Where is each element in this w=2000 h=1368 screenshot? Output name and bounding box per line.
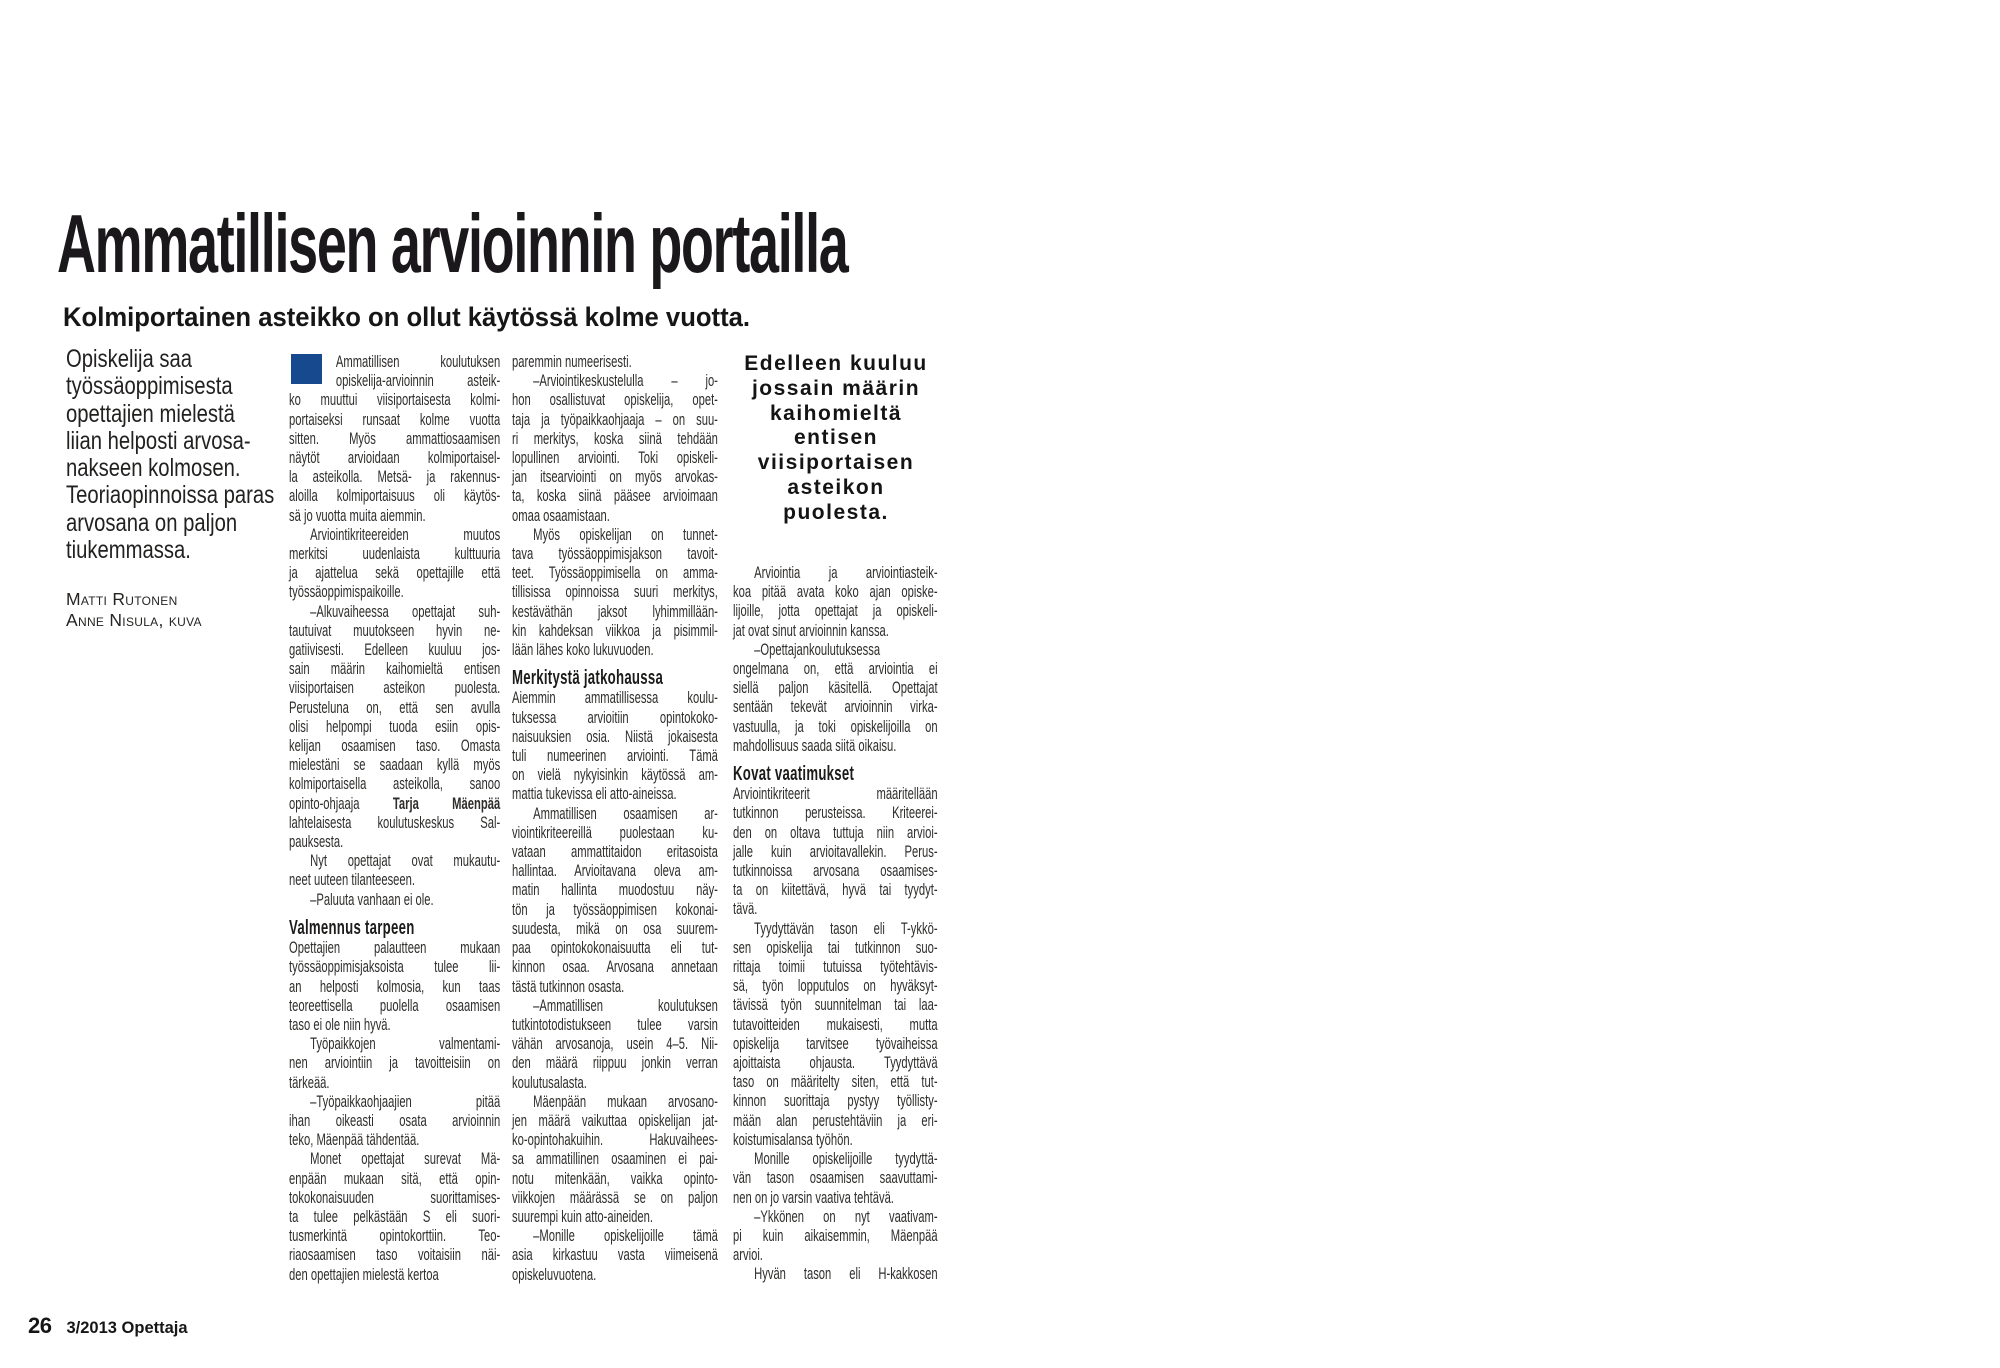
text-line: opettajien mielestä [66, 399, 235, 428]
text-line: riaosaamisen taso voitaisiin näi- [289, 1245, 501, 1265]
text-line: koulutusalasta. [512, 1072, 587, 1092]
text-line: rittaja toimii tutuissa työtehtävis- [733, 957, 938, 977]
text-line: aloilla kolmiportaisuus oli käytös- [289, 486, 501, 506]
text-line: Ammatillisen koulutuksen [335, 352, 501, 371]
text-line: Opiskelija saa [66, 345, 193, 373]
text-line: tutkinnoissa arvosana osaamises- [733, 861, 938, 881]
text-line: kinnon osaa. Arvosana annetaan [512, 957, 718, 977]
text-line: tokokonaisuuden suorittamises- [289, 1187, 501, 1207]
text-line: den määrä riippuu jonkin verran [512, 1053, 718, 1073]
text-line: ongelmana on, että arviointia ei [733, 659, 938, 679]
text-line: jan itsearviointi on myös arvokas- [512, 467, 718, 487]
text-line: tävissä työn suunnitelman tai laa- [733, 995, 938, 1015]
text-line: Monet opettajat surevat Mä- [310, 1149, 501, 1169]
text-line: pi kuin aikaisemmin, Mäenpää [733, 1225, 938, 1245]
body-column-2 [512, 352, 718, 1284]
byline-photo-credit: Anne Nisula, kuva [66, 609, 202, 630]
text-line: tästä tutkinnon osasta. [512, 976, 625, 996]
text-line: Arviointikriteereiden muutos [310, 524, 501, 544]
text-line: taso ei ole niin hyvä. [289, 1014, 391, 1034]
text-line: jat ovat sinut arvioinnin kanssa. [733, 620, 889, 640]
text-line: Monille opiskelijoille tyydyttä- [754, 1149, 938, 1169]
text-line: tava työssäoppimisjakson tavoit- [512, 544, 718, 564]
text-line: hallintaa. Arvioitavana oleva am- [512, 861, 718, 881]
text-line: asia kirkastuu vasta viimeisenä [512, 1245, 718, 1265]
text-line: jossain määrin [751, 376, 921, 400]
text-line: sen opiskelija tai tutkinnon suo- [733, 937, 938, 957]
text-line: työssäoppimispaikoille. [289, 582, 404, 602]
text-line: siellä paljon käsitellä. Opettajat [733, 678, 938, 698]
text-line: tutkinnon perusteissa. Kriteerei- [733, 803, 938, 823]
text-line: notu mitenkään, vaikka opinto- [512, 1168, 718, 1188]
text-line: koistumisalansa työhön. [733, 1129, 853, 1149]
text-line: puolesta. [783, 500, 889, 524]
text-line: mielestäni se saadaan kyllä myös [289, 755, 501, 775]
page-footer [28, 1313, 188, 1339]
text-line: tillisissa opinnoissa suuri merkitys, [512, 582, 718, 602]
text-line: an helposti kolmosia, kun taas [289, 976, 501, 996]
text-line: kestäväthän jaksot lyhimmillään- [512, 601, 718, 621]
text-line: koa pitää avata koko ajan opiske- [733, 582, 938, 602]
page-number: 26 [28, 1313, 52, 1338]
text-line: arvosana on paljon [66, 508, 238, 537]
text-line: –Alkuvaiheessa opettajat suh- [310, 601, 501, 621]
text-line: Ammatillisen osaamisen ar- [533, 803, 718, 823]
text-line: merkitsi uudenlaista kulttuuria [289, 544, 501, 564]
text-line: suurempi kuin atto-aineiden. [512, 1206, 653, 1226]
text-line: neet uuteen tilanteeseen. [289, 870, 416, 890]
text-line: portaiseksi runsaat kolme vuotta [289, 409, 501, 429]
text-line: taja ja työpaikkaohjaaja – on suu- [512, 409, 718, 429]
text-line: viisiportaisen [757, 451, 915, 475]
text-line: tiukemmassa. [66, 536, 191, 565]
text-line: Nyt opettajat ovat mukautu- [310, 851, 501, 871]
text-line: teet. Työssäoppimisella on amma- [512, 563, 718, 583]
text-line: omaa osaamistaan. [512, 505, 610, 525]
text-line: Mäenpään mukaan arvosano- [533, 1091, 718, 1111]
lead-paragraph [66, 346, 288, 564]
text-line: Myös opiskelijan on tunnet- [533, 524, 718, 544]
text-line: tävä. [733, 899, 758, 919]
text-line: viikkojen määrässä se on paljon [512, 1187, 718, 1207]
text-line: entisen [793, 426, 879, 450]
text-line: arvioi. [733, 1245, 763, 1265]
section-heading: Merkitystä jatkohaussa [512, 667, 664, 690]
article-subtitle: Kolmiportainen asteikko on ollut käytössä kolme vuotta. [63, 302, 751, 332]
text-line: jalle kuin arvioitavallekin. Perus- [733, 841, 938, 861]
text-line: ajoittaista ohjausta. Tyydyttävä [733, 1053, 938, 1073]
text-line: työssäoppimisesta [66, 372, 233, 401]
text-line: tautuivat muutokseen hyvin ne- [289, 620, 501, 640]
text-line: näytöt arvioidaan kolmiportaisel- [289, 448, 501, 468]
text-line: nakseen kolmosen. [66, 454, 241, 483]
text-line: paremmin numeerisesti. [512, 352, 632, 371]
text-line: liian helposti arvosa- [66, 426, 251, 455]
text-line: tön ja työssäoppimisen kokonai- [512, 899, 718, 919]
text-line: –Ykkönen on nyt vaativam- [754, 1206, 938, 1226]
text-line: ri merkitys, koska siinä tehdään [512, 428, 718, 448]
text-line: viointikriteereillä puolestaan ku- [512, 822, 718, 842]
body-column-3 [733, 563, 938, 1284]
text-line: naisuuksien osia. Niistä jokaisesta [512, 726, 718, 746]
text-line: Työpaikkojen valmentami- [310, 1034, 501, 1054]
text-line: mattia tukevissa eli atto-aineissa. [512, 784, 677, 804]
text-line: sentään tekevät arvioinnin virka- [733, 697, 938, 717]
text-line: lopullinen arviointi. Toki opiskeli- [512, 448, 718, 468]
text-line: ta on kiitettävä, hyvä tai tyydyt- [733, 880, 938, 900]
byline [66, 589, 202, 630]
text-line: nen arviointiin ja tavoitteisiin on [289, 1053, 501, 1073]
text-line: kinnon suorittaja pystyy työllisty- [733, 1091, 938, 1111]
text-line: nen on jo varsin vaativa tehtävä. [733, 1187, 894, 1207]
text-line: opinto-ohjaaja Tarja Mäenpää [289, 793, 501, 813]
text-line: viisiportaisen asteikon puolesta. [289, 678, 501, 698]
text-line: tuksessa arvioitiin opintokoko- [512, 707, 718, 727]
text-line: lahtelaisesta koulutuskeskus Sal- [289, 812, 501, 832]
text-line: asteikon [787, 475, 885, 499]
text-line: tutkintotodistukseen tulee varsin [512, 1014, 718, 1034]
text-line: Arviointikriteerit määritellään [733, 784, 938, 804]
text-line: ko-opintohakuihin. Hakuvaihees- [512, 1130, 718, 1150]
text-line: sa ammatillinen osaaminen ei pai- [512, 1149, 718, 1169]
text-line: sä, työn lopputulos on hyväksyt- [733, 976, 938, 996]
text-line: työssäoppimisjaksoista tulee lii- [289, 957, 501, 977]
text-line: –Monille opiskelijoille tämä [533, 1226, 718, 1246]
text-line: pauksesta. [289, 832, 344, 852]
text-line: teko, Mäenpää tähdentää. [289, 1130, 420, 1150]
text-line: gatiivisesti. Edelleen kuuluu jos- [289, 640, 501, 660]
text-line: jen määrä vaikuttaa opiskelijan jat- [512, 1110, 718, 1130]
text-line: suudesta, mikä on osa suurem- [512, 918, 718, 938]
text-line: on vielä nykyisinkin käytössä am- [512, 765, 718, 785]
text-line: opiskelija tarvitsee työvaiheissa [733, 1033, 938, 1053]
text-line: Teoriaopinnoissa paras [66, 481, 275, 510]
text-line: teoreettisella puolella osaamisen [289, 995, 501, 1015]
text-line: den opettajien mielestä kertoa [289, 1264, 439, 1284]
text-line: opiskeluvuotena. [512, 1264, 597, 1284]
text-line: vähän arvosanoja, usein 4–5. Nii- [512, 1034, 718, 1054]
text-line: ko muuttui viisiportaisesta kolmi- [289, 390, 501, 410]
text-line: Arviointia ja arviointiasteik- [754, 563, 938, 582]
text-line: ihan oikeasti osata arvioinnin [289, 1110, 501, 1130]
body-column-1 [289, 352, 500, 1284]
text-line: Edelleen kuuluu [744, 352, 928, 375]
text-line: sain määrin kaihomieltä entisen [289, 659, 501, 679]
text-line: –Ammatillisen koulutuksen [533, 995, 718, 1015]
section-heading: Kovat vaatimukset [733, 763, 855, 786]
text-line: enpään mukaan sitä, että opin- [289, 1168, 501, 1188]
text-line: tusmerkintä opintokorttiin. Teo- [289, 1226, 501, 1246]
text-line: mahdollisuus saada siitä oikaisu. [733, 735, 897, 755]
section-heading: Valmennus tarpeen [289, 916, 415, 939]
text-line: kolmiportaisella asteikolla, sanoo [289, 774, 501, 794]
text-line: Tyydyttävän tason eli T-ykkö- [754, 918, 938, 938]
text-line: vataan ammattitaidon eritasoista [512, 842, 718, 862]
text-line: lään lähes koko lukuvuoden. [512, 640, 654, 660]
text-line: tärkeää. [289, 1072, 330, 1092]
text-line: paa opintokokonaisuutta eli tut- [512, 938, 718, 958]
text-line: kelijan osaamisen taso. Omasta [289, 736, 501, 756]
text-line: tuli numeerinen arviointi. Tämä [512, 746, 718, 766]
article-title: Ammatillisen arvioinnin portailla [57, 197, 848, 290]
text-line: –Paluuta vanhaan ei ole. [310, 889, 434, 909]
text-line: kaihomieltä [769, 401, 903, 425]
issue-label: 3/2013 Opettaja [66, 1319, 188, 1337]
text-line: tutavoitteiden mukaisesti, mutta [733, 1014, 938, 1034]
byline-author: Matti Rutonen [66, 589, 178, 609]
text-line: –Työpaikkaohjaajien pitää [310, 1091, 501, 1111]
text-line: taso on määritelty siten, että tut- [733, 1072, 938, 1092]
text-line: matin hallinta muodostuu näy- [512, 880, 718, 900]
text-line: la asteikolla. Metsä- ja rakennus- [289, 467, 501, 487]
text-line: Hyvän tason eli H-kakkosen [754, 1264, 938, 1284]
text-line: ta tulee pelkästään S eli suori- [289, 1206, 501, 1226]
text-line: –Opettajankoulutuksessa [754, 639, 881, 659]
text-line: lijoille, jotta opettajat ja opiskeli- [733, 601, 938, 621]
text-line: kin kahdeksan viikkoa ja pisimmil- [512, 620, 718, 640]
text-line: den on oltava tuttuja niin arvioi- [733, 822, 938, 842]
text-line: Aiemmin ammatillisessa koulu- [512, 688, 718, 708]
text-line: hon osallistuvat opiskelija, opet- [512, 390, 718, 410]
text-line: –Arviointikeskustelulla – jo- [533, 371, 718, 391]
text-line: mään alan perustehtäviin ja eri- [733, 1110, 938, 1130]
text-line: sä jo vuotta muita aiemmin. [289, 505, 426, 525]
text-line: olisi helpompi tuoda esiin opis- [289, 716, 501, 736]
text-line: vän tason osaamisen saavuttami- [733, 1168, 938, 1188]
text-line: opiskelija-arvioinnin asteik- [335, 371, 501, 391]
text-line: Opettajien palautteen mukaan [289, 938, 501, 958]
text-line: Perusteluna on, että sen avulla [289, 697, 501, 717]
text-line: sitten. Myös ammattiosaamisen [289, 428, 501, 448]
pull-quote [733, 352, 939, 526]
text-line: ta, koska siinä pääsee arvioimaan [512, 486, 718, 506]
text-line: ja ajattelua sekä opettajille että [289, 563, 501, 583]
text-line: vastuulla, ja toki opiskelijoilla on [733, 716, 938, 736]
